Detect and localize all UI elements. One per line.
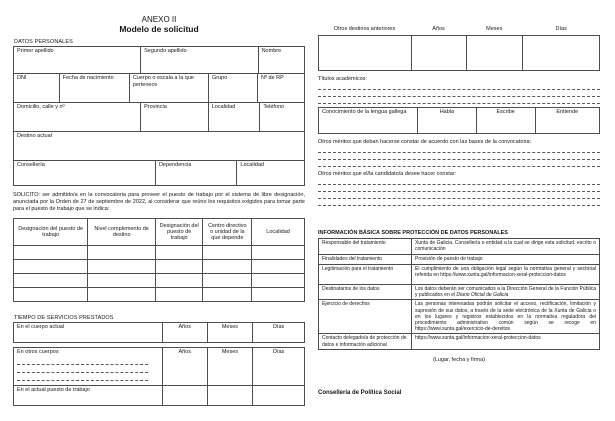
meritos-bases-label: Otros méritos que deban hacerse constar de acuerdo con las bases de la convocatoria: [318, 139, 532, 145]
field-label: DNI [17, 75, 27, 81]
field-destino-actual[interactable] [14, 132, 304, 160]
pd-row-value: El cumplimiento de una obligación legal según la normativa general y sectorial referida en https://www.xunta.gal/informacion-xeral-proteccion-datos [411, 265, 599, 284]
field-label: Dependencia [158, 162, 192, 168]
meritos-candidato-block [318, 171, 600, 206]
fill-line[interactable] [318, 97, 600, 104]
otros-destinos-header [318, 26, 600, 32]
table-row [319, 264, 599, 284]
meritos-candidato-label: Otros méritos que el/la candidato/a desee hacer constar: [318, 171, 457, 177]
table-row [14, 131, 304, 160]
field-label: Destino actual [17, 133, 52, 139]
field-nombre[interactable] [258, 47, 304, 73]
fill-line[interactable] [318, 90, 600, 97]
cell-entiende[interactable]: Entiende [535, 108, 599, 133]
meritos-bases-block [318, 139, 600, 167]
input-cell[interactable] [14, 274, 87, 287]
column-header: Meses [486, 26, 503, 32]
puesto-empty-row [14, 245, 304, 259]
cell-meses[interactable]: Meses [207, 348, 253, 385]
field-label: Teléfono [263, 104, 285, 110]
titulos-label: Títulos académicos: [318, 76, 367, 82]
column-header: Años [432, 26, 445, 32]
input-cell[interactable] [87, 288, 155, 301]
table-row [319, 284, 599, 299]
field-domicilio[interactable] [14, 103, 140, 131]
otros-destinos-table [318, 35, 600, 71]
italic-citation: Diario Oficial de Galicia [456, 292, 509, 299]
column-header: Otros destinos anteriores [333, 26, 396, 32]
field-grupo[interactable] [208, 74, 257, 102]
column-header: Designación del puesto de trabajo [18, 226, 84, 238]
table-row [319, 36, 599, 70]
field-label: Fecha de nacimiento [62, 75, 114, 81]
table-row [319, 239, 599, 254]
puesto-table [13, 218, 305, 302]
puesto-empty-row [14, 259, 304, 273]
column-header: Designación del puesto de trabajo [155, 219, 203, 245]
page-title [13, 15, 305, 34]
field-label: Consellería [17, 162, 45, 168]
field-cuerpo-escala[interactable] [129, 74, 208, 102]
proteccion-datos-title: INFORMACIÓN BÁSICA SOBRE PROTECCIÓN DE DATOS PERSONALES [318, 230, 508, 236]
input-cell[interactable] [252, 386, 304, 405]
pd-row-value: https://www.xunta.gal/informacion-xeral-proteccion-datos [411, 334, 599, 348]
pd-row-label: Legitimación para el tratamiento [322, 266, 394, 272]
input-cell[interactable] [411, 36, 466, 70]
pd-row-label: Finalidades del tratamiento [322, 256, 383, 262]
titulos-academicos-block [318, 76, 600, 104]
input-cell[interactable] [155, 288, 203, 301]
table-row [319, 108, 599, 133]
section-datos-personales: DATOS PERSONALES [14, 39, 73, 45]
fill-line[interactable] [318, 160, 600, 167]
field-primer-apellido[interactable] [14, 47, 140, 73]
pd-row-label: Destinatarios de los datos [322, 286, 380, 292]
field-label: Cuerpo o escala a la que pertenece [132, 75, 194, 88]
input-cell[interactable] [155, 246, 203, 259]
input-cell[interactable] [202, 288, 251, 301]
input-cell[interactable] [202, 246, 251, 259]
table-row [14, 102, 304, 131]
solicito-statement: SOLICITO: ser admitido/a en la convocatoria para proveer el puesto de trabajo por el sistema de libre designación, anunciada por la Orden de 27 de septiembre de 2022, al considerar que reúno los requisitos exigidos para tomar parte para el puesto de trabajo que se indica: [13, 192, 305, 212]
input-cell[interactable] [202, 274, 251, 287]
input-cell[interactable] [202, 260, 251, 273]
field-segundo-apellido[interactable] [140, 47, 257, 73]
annex-title: ANEXO II [141, 15, 177, 24]
cell-anos[interactable]: Años [162, 323, 207, 342]
input-cell[interactable] [251, 260, 304, 273]
field-localidad-destino[interactable] [236, 161, 304, 185]
input-cell[interactable] [14, 246, 87, 259]
field-label: Nº de RP [260, 75, 284, 81]
pd-row-label: Contacto delegado/a de protección de datos e información adicional [322, 335, 407, 348]
cell-dias[interactable]: Días [252, 348, 304, 385]
field-telefono[interactable] [259, 103, 304, 131]
table-row [14, 47, 304, 73]
form-subtitle: Modelo de solicitud [119, 24, 199, 34]
lengua-gallega-table [318, 107, 600, 134]
cell-dias[interactable]: Días [252, 323, 304, 342]
tiempo-cuerpo-actual-table [13, 322, 305, 343]
table-row [319, 299, 599, 333]
column-header: Centro directivo o unidad de la que depende [202, 219, 251, 245]
input-cell[interactable] [251, 274, 304, 287]
input-cell[interactable] [522, 36, 599, 70]
input-cell[interactable] [319, 36, 411, 70]
field-label: Grupo [211, 75, 228, 81]
field-label: Nombre [261, 48, 282, 54]
field-label: Primer apellido [17, 48, 54, 54]
input-cell[interactable] [251, 288, 304, 301]
field-label: Segundo apellido [144, 48, 187, 54]
input-cell[interactable] [251, 246, 304, 259]
input-cell[interactable] [87, 274, 155, 287]
table-row [319, 254, 599, 264]
table-row [14, 160, 304, 185]
signature-note: (Lugar, fecha y firma) [433, 357, 485, 363]
fill-line[interactable] [318, 185, 600, 192]
column-header: Localidad [251, 219, 304, 245]
field-actual-puesto[interactable]: En el actual puesto de trabajo [17, 387, 90, 393]
field-label: Localidad [211, 104, 236, 110]
footer-organisation: Consellería de Política Social [318, 390, 402, 396]
fill-line[interactable] [17, 359, 148, 365]
table-row [14, 323, 304, 342]
fill-line[interactable] [318, 178, 600, 185]
field-label: Localidad [240, 162, 264, 168]
fill-line[interactable] [17, 375, 148, 381]
table-row [14, 348, 304, 385]
field-dependencia[interactable] [155, 161, 236, 185]
table-row [14, 73, 304, 102]
pd-row-label: Responsable del tratamiento [322, 240, 386, 246]
field-conselleria[interactable] [14, 161, 155, 185]
column-header: Días [555, 26, 567, 32]
field-label: Provincia [144, 104, 167, 110]
input-cell[interactable] [14, 288, 87, 301]
field-fecha-nacimiento[interactable] [59, 74, 129, 102]
puesto-table-header-row [14, 219, 304, 245]
input-cell[interactable] [14, 260, 87, 273]
field-lengua-gallega: Conocimiento de la lengua gallega [322, 109, 407, 115]
field-cuerpo-actual[interactable]: En el cuerpo actual [17, 324, 65, 330]
tiempo-otros-cuerpos-table [13, 347, 305, 406]
input-cell[interactable] [207, 386, 253, 405]
fill-line[interactable] [318, 153, 600, 160]
puesto-empty-row [14, 287, 304, 301]
cell-escribe[interactable]: Escribe [476, 108, 535, 133]
input-cell[interactable] [155, 260, 203, 273]
cell-meses[interactable]: Meses [207, 323, 253, 342]
pd-row-value: Los datos deberán ser comunicados a la Dirección General de la Función Pública y publicados en el Diario Oficial de Galicia [411, 285, 599, 299]
table-row [14, 385, 304, 405]
fill-line[interactable] [318, 146, 600, 153]
fill-line[interactable] [318, 192, 600, 199]
input-cell[interactable] [162, 386, 207, 405]
field-num-rp[interactable] [257, 74, 304, 102]
field-provincia[interactable] [140, 103, 208, 131]
field-localidad[interactable] [208, 103, 260, 131]
pd-row-label: Ejercicio de derechos [322, 301, 370, 308]
cell-habla[interactable]: Habla [417, 108, 476, 133]
input-cell[interactable] [466, 36, 522, 70]
column-header: Nivel complemento de destino [87, 219, 155, 245]
pd-row-value: Las personas interesadas podrán solicitar el acceso, rectificación, limitación y supresión de sus datos, a través de la sede electrónica de la Xunta de Galicia o en los lugares y registros establecidos en la normativa reguladora del procedimiento administrativo común según se recoge en https://www.xunta.gal/exercicio-de-dereitos [411, 300, 599, 333]
field-dni[interactable] [14, 74, 59, 102]
field-label: Domicilio, calle y nº [17, 104, 65, 110]
puesto-empty-row [14, 273, 304, 287]
fill-line[interactable] [17, 367, 148, 373]
proteccion-datos-table [318, 238, 600, 350]
datos-personales-table [13, 46, 305, 186]
input-cell[interactable] [87, 260, 155, 273]
table-row [319, 333, 599, 348]
fill-line[interactable] [318, 199, 600, 206]
input-cell[interactable] [87, 246, 155, 259]
pd-row-value: Provisión de puesto de trabajo [411, 255, 599, 264]
field-otros-cuerpos[interactable]: En otros cuerpos [14, 348, 162, 385]
fill-line[interactable] [318, 83, 600, 90]
cell-anos[interactable]: Años [162, 348, 207, 385]
section-tiempo-servicios: TIEMPO DE SERVICIOS PRESTADOS [14, 315, 114, 321]
pd-row-value: Xunta de Galicia. Consellería o entidad a la cual se dirige esta solicitud, escrito o comunicación [411, 239, 599, 254]
input-cell[interactable] [155, 274, 203, 287]
